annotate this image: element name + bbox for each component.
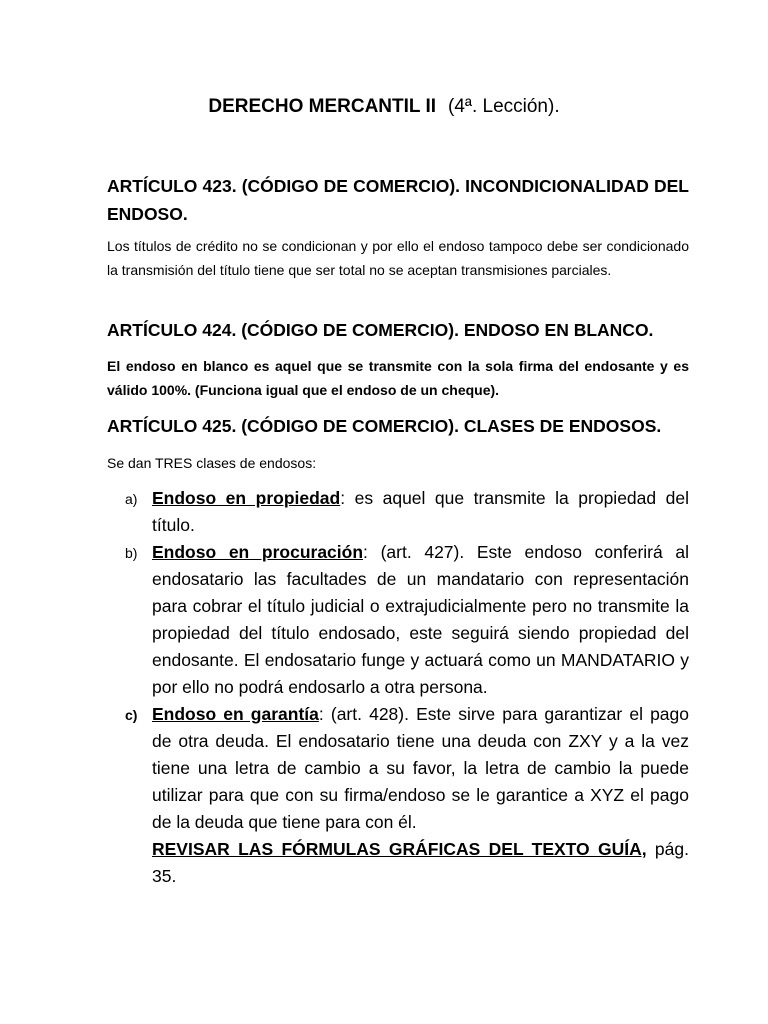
list-item: [107, 485, 689, 539]
list-item-text: : (art. 427). Este endoso conferirá al endosatario las facultades de un mandatario con representación para cobrar el título judicial o extrajudicialmente pero no transmite la propiedad del título endosado, este seguirá siendo propiedad del endosante. El endosatario funge y actuará como un MANDATARIO y por ello no podrá endosarlo a otra persona.: [152, 542, 689, 697]
article-424-heading: ARTÍCULO 424. (CÓDIGO DE COMERCIO). ENDOSO EN BLANCO.: [107, 320, 654, 340]
article-423-heading: ARTÍCULO 423. (CÓDIGO DE COMERCIO). INCONDICIONALIDAD DEL ENDOSO.: [107, 176, 689, 224]
list-item: [107, 539, 689, 701]
review-note-strong: REVISAR LAS FÓRMULAS GRÁFICAS DEL TEXTO GUÍA,: [152, 839, 647, 859]
page-title: [0, 94, 768, 120]
title-main: DERECHO MERCANTIL II: [208, 96, 437, 117]
title-lesson: (4ª. Lección).: [448, 96, 560, 117]
endorsement-types-list: [107, 485, 689, 890]
review-note: [152, 836, 689, 890]
article-423-body: Los títulos de crédito no se condicionan y por ello el endoso tampoco debe ser condicionado la transmisión del título tiene que ser total no se aceptan transmisiones parciales.: [107, 238, 689, 278]
list-marker: a): [125, 491, 138, 507]
article-425-intro: Se dan TRES clases de endosos:: [107, 455, 317, 471]
list-item-term: Endoso en garantía: [152, 704, 319, 724]
list-marker: b): [125, 545, 138, 561]
list-item-text: : es aquel que transmite la propiedad del título.: [152, 488, 689, 535]
article-424-body: El endoso en blanco es aquel que se transmite con la sola firma del endosante y es válido 100%. (Funciona igual que el endoso de un cheque).: [107, 358, 689, 398]
list-item: [107, 701, 689, 890]
list-item-term: Endoso en propiedad: [152, 488, 341, 508]
review-note-rest: pág. 35.: [152, 839, 689, 886]
list-item-term: Endoso en procuración: [152, 542, 364, 562]
list-item-text: : (art. 428). Este sirve para garantizar el pago de otra deuda. El endosatario tiene una deuda con ZXY y a la vez tiene una letra de cambio a su favor, la letra de cambio la puede utilizar para que con su firma/endoso se le garantice a XYZ el pago de la deuda que tiene para con él.: [152, 704, 689, 832]
article-425-heading: ARTÍCULO 425. (CÓDIGO DE COMERCIO). CLASES DE ENDOSOS.: [107, 416, 662, 436]
list-marker: c): [125, 707, 138, 723]
